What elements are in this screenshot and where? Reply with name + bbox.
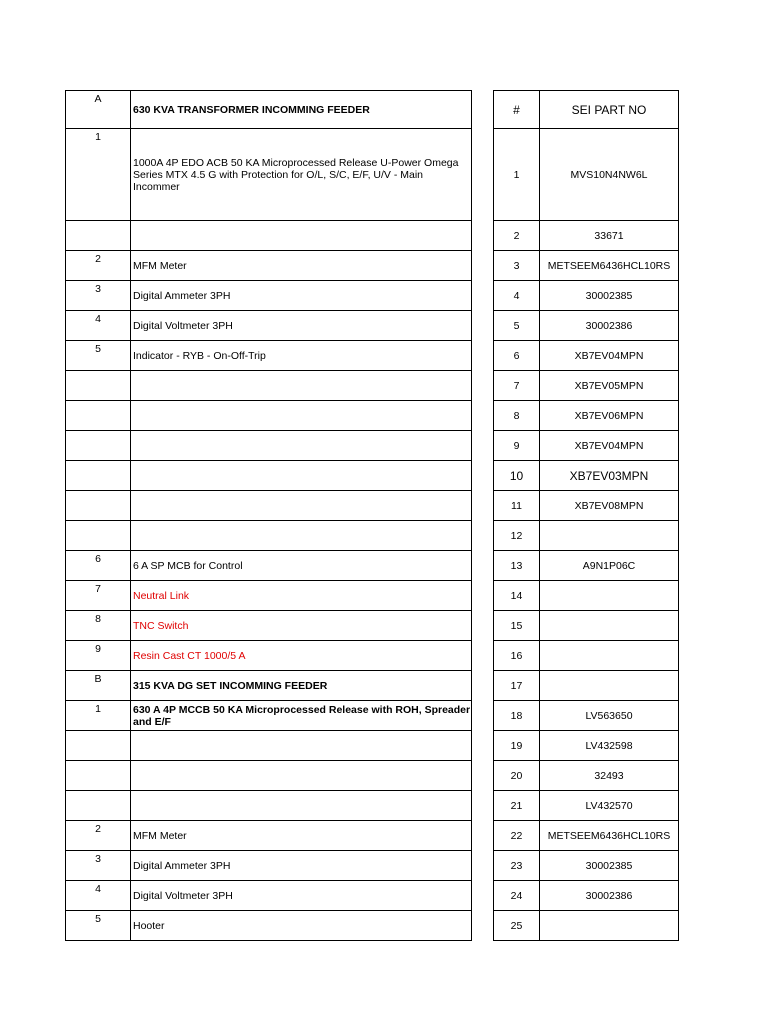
part-row [494, 821, 679, 851]
description-row [66, 251, 472, 281]
description-row [66, 671, 472, 701]
part-number-cell: MVS10N4NW6L [540, 129, 679, 221]
item-number-cell: 3 [66, 851, 131, 881]
description-row [66, 611, 472, 641]
part-number-cell: XB7EV03MPN [540, 461, 679, 491]
part-row [494, 129, 679, 221]
part-number-cell: METSEEM6436HCL10RS [540, 251, 679, 281]
part-row [494, 851, 679, 881]
item-description-cell [131, 761, 472, 791]
description-table [65, 90, 472, 941]
item-description-cell: TNC Switch [131, 611, 472, 641]
item-description-cell: Digital Voltmeter 3PH [131, 881, 472, 911]
part-index-cell: 13 [494, 551, 540, 581]
description-row [66, 821, 472, 851]
part-row [494, 281, 679, 311]
part-index-cell: 8 [494, 401, 540, 431]
item-description-cell [131, 431, 472, 461]
item-description-cell [131, 221, 472, 251]
part-row [494, 761, 679, 791]
description-row [66, 221, 472, 251]
part-index-cell: 21 [494, 791, 540, 821]
description-row [66, 581, 472, 611]
part-row [494, 701, 679, 731]
description-row [66, 311, 472, 341]
item-number-cell [66, 401, 131, 431]
item-number-cell [66, 461, 131, 491]
part-number-cell [540, 521, 679, 551]
part-row [494, 461, 679, 491]
item-description-cell: Hooter [131, 911, 472, 941]
item-description-cell [131, 491, 472, 521]
item-number-cell: 6 [66, 551, 131, 581]
item-number-cell: 3 [66, 281, 131, 311]
description-row [66, 911, 472, 941]
part-number-cell: XB7EV04MPN [540, 341, 679, 371]
part-index-cell: 16 [494, 641, 540, 671]
part-row [494, 731, 679, 761]
part-number-cell [540, 671, 679, 701]
description-row [66, 551, 472, 581]
part-number-cell: XB7EV06MPN [540, 401, 679, 431]
item-description-cell: 6 A SP MCB for Control [131, 551, 472, 581]
part-index-cell: 17 [494, 671, 540, 701]
part-number-cell: 32493 [540, 761, 679, 791]
part-row [494, 251, 679, 281]
part-number-cell: 30002385 [540, 851, 679, 881]
item-description-cell: MFM Meter [131, 821, 472, 851]
item-description-cell: Digital Ammeter 3PH [131, 281, 472, 311]
part-row [494, 491, 679, 521]
description-row [66, 401, 472, 431]
item-description-cell [131, 461, 472, 491]
description-table-body [66, 91, 472, 941]
description-row [66, 641, 472, 671]
part-index-cell: 1 [494, 129, 540, 221]
part-row [494, 611, 679, 641]
part-index-cell: 20 [494, 761, 540, 791]
item-number-cell: 2 [66, 251, 131, 281]
part-index-cell: 9 [494, 431, 540, 461]
part-number-cell: XB7EV05MPN [540, 371, 679, 401]
description-row [66, 701, 472, 731]
part-index-cell: 22 [494, 821, 540, 851]
item-number-cell: 5 [66, 341, 131, 371]
item-description-cell [131, 791, 472, 821]
part-row [494, 551, 679, 581]
description-row [66, 461, 472, 491]
item-description-cell: Indicator - RYB - On-Off-Trip [131, 341, 472, 371]
part-index-cell: 10 [494, 461, 540, 491]
item-description-cell [131, 521, 472, 551]
item-description-cell [131, 371, 472, 401]
description-row [66, 881, 472, 911]
part-index-cell: 12 [494, 521, 540, 551]
part-number-table-body [494, 91, 679, 941]
item-number-cell: 1 [66, 701, 131, 731]
part-index-cell: 2 [494, 221, 540, 251]
item-number-cell: 1 [66, 129, 131, 221]
part-row [494, 221, 679, 251]
item-number-cell [66, 491, 131, 521]
item-number-cell: 2 [66, 821, 131, 851]
part-index-cell: 3 [494, 251, 540, 281]
description-row [66, 851, 472, 881]
item-description-cell: MFM Meter [131, 251, 472, 281]
item-number-cell: 7 [66, 581, 131, 611]
item-number-cell [66, 431, 131, 461]
part-index-cell: 19 [494, 731, 540, 761]
item-description-cell: Digital Voltmeter 3PH [131, 311, 472, 341]
item-number-cell [66, 221, 131, 251]
description-row [66, 371, 472, 401]
part-row [494, 431, 679, 461]
description-row [66, 129, 472, 221]
part-row [494, 581, 679, 611]
item-number-cell [66, 371, 131, 401]
part-index-cell: 4 [494, 281, 540, 311]
part-row [494, 401, 679, 431]
item-description-cell: Neutral Link [131, 581, 472, 611]
description-row [66, 521, 472, 551]
description-row [66, 281, 472, 311]
item-number-cell [66, 521, 131, 551]
part-index-cell: 25 [494, 911, 540, 941]
part-row [494, 671, 679, 701]
part-number-cell: XB7EV04MPN [540, 431, 679, 461]
description-row [66, 491, 472, 521]
index-column-header: # [494, 91, 540, 129]
item-number-cell: 4 [66, 881, 131, 911]
part-number-column-header: SEI PART NO [540, 91, 679, 129]
description-row [66, 791, 472, 821]
part-row [494, 881, 679, 911]
item-description-cell: Digital Ammeter 3PH [131, 851, 472, 881]
part-row [494, 911, 679, 941]
item-number-cell [66, 791, 131, 821]
part-row [494, 341, 679, 371]
part-number-cell: 30002386 [540, 311, 679, 341]
item-description-cell: Resin Cast CT 1000/5 A [131, 641, 472, 671]
item-description-cell: 630 A 4P MCCB 50 KA Microprocessed Release with ROH, Spreader and E/F [131, 701, 472, 731]
part-index-cell: 24 [494, 881, 540, 911]
part-index-cell: 15 [494, 611, 540, 641]
part-row [494, 641, 679, 671]
part-table-header-row [494, 91, 679, 129]
part-number-cell: LV432570 [540, 791, 679, 821]
item-number-cell [66, 761, 131, 791]
part-number-cell: 30002385 [540, 281, 679, 311]
item-number-cell: 9 [66, 641, 131, 671]
item-number-cell: 8 [66, 611, 131, 641]
item-description-cell [131, 731, 472, 761]
part-number-cell [540, 641, 679, 671]
part-number-cell [540, 581, 679, 611]
part-number-cell: LV563650 [540, 701, 679, 731]
item-number-cell: 4 [66, 311, 131, 341]
part-number-cell: LV432598 [540, 731, 679, 761]
part-number-cell: 33671 [540, 221, 679, 251]
part-index-cell: 7 [494, 371, 540, 401]
part-number-cell: METSEEM6436HCL10RS [540, 821, 679, 851]
part-number-cell: A9N1P06C [540, 551, 679, 581]
item-number-cell: B [66, 671, 131, 701]
part-row [494, 521, 679, 551]
item-number-cell: 5 [66, 911, 131, 941]
part-number-cell [540, 611, 679, 641]
description-row [66, 91, 472, 129]
item-description-cell: 1000A 4P EDO ACB 50 KA Microprocessed Release U-Power Omega Series MTX 4.5 G with Protection for O/L, S/C, E/F, U/V - Main Incommer [131, 129, 472, 221]
item-number-cell: A [66, 91, 131, 129]
part-number-cell: XB7EV08MPN [540, 491, 679, 521]
part-index-cell: 18 [494, 701, 540, 731]
part-row [494, 791, 679, 821]
part-index-cell: 5 [494, 311, 540, 341]
part-row [494, 311, 679, 341]
item-description-cell: 315 KVA DG SET INCOMMING FEEDER [131, 671, 472, 701]
item-description-cell: 630 KVA TRANSFORMER INCOMMING FEEDER [131, 91, 472, 129]
item-number-cell [66, 731, 131, 761]
part-row [494, 371, 679, 401]
part-index-cell: 23 [494, 851, 540, 881]
part-index-cell: 6 [494, 341, 540, 371]
part-index-cell: 14 [494, 581, 540, 611]
part-number-cell [540, 911, 679, 941]
description-row [66, 341, 472, 371]
part-number-table [493, 90, 679, 941]
part-index-cell: 11 [494, 491, 540, 521]
part-number-cell: 30002386 [540, 881, 679, 911]
description-row [66, 761, 472, 791]
description-row [66, 731, 472, 761]
item-description-cell [131, 401, 472, 431]
description-row [66, 431, 472, 461]
